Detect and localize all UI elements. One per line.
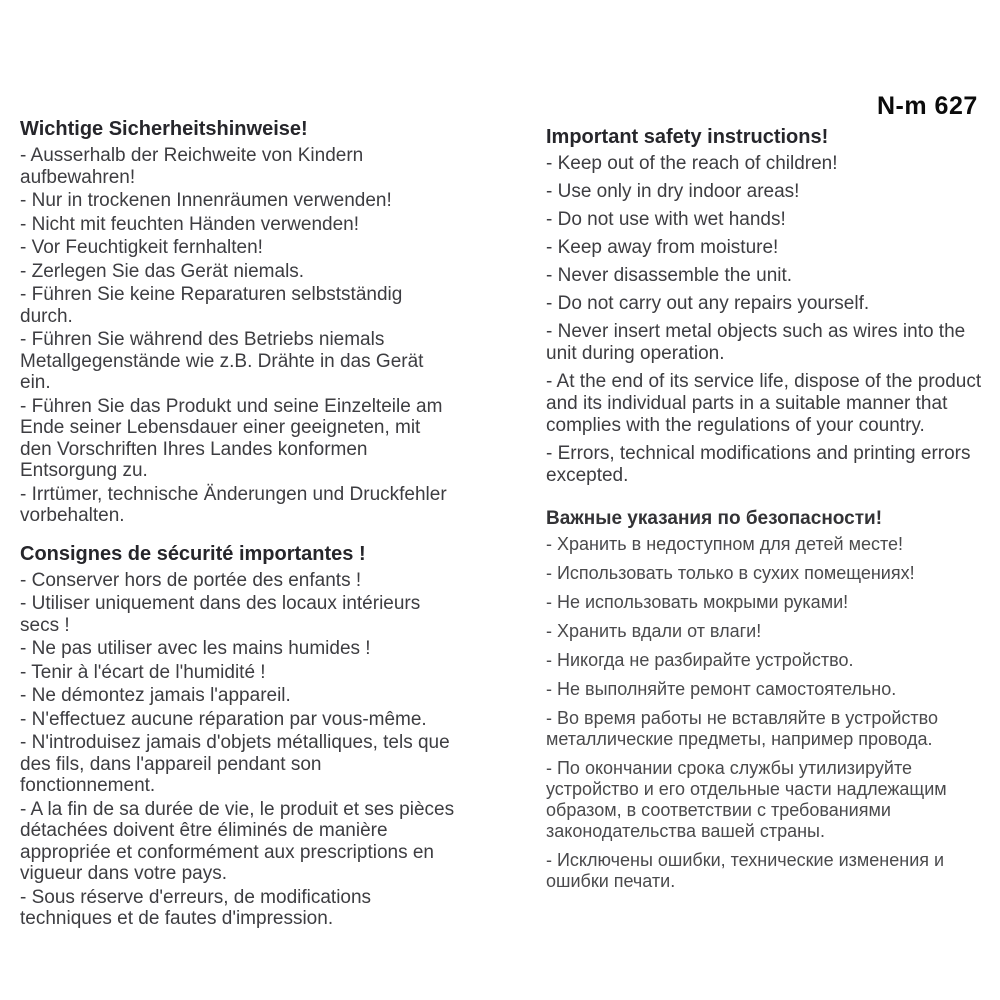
safety-instruction-item: - Irrtümer, technische Änderungen und Druckfehler vorbehalten. — [20, 483, 447, 526]
safety-instruction-item: - Keep out of the reach of children! — [546, 153, 838, 174]
safety-instruction-item: - Utiliser uniquement dans des locaux intérieurs secs ! — [20, 593, 421, 636]
russian-section-heading: Важные указания по безопасности! — [546, 508, 883, 529]
russian-instruction-list — [546, 534, 988, 892]
safety-instruction-item: - Никогда не разбирайте устройство. — [546, 650, 854, 670]
safety-instruction-item: - Tenir à l'écart de l'humidité ! — [20, 661, 266, 683]
french-instruction-list — [20, 570, 457, 930]
safety-instruction-item: - Errors, technical modifications and printing errors excepted. — [546, 443, 971, 486]
safety-instruction-item: - Ne démontez jamais l'appareil. — [20, 685, 291, 706]
french-section-heading: Consignes de sécurité importantes ! — [20, 542, 366, 565]
safety-instruction-item: - По окончании срока службы утилизируйте устройство и его отдельные части надлежащим образом, в соответствии с требованиями законодательства вашей страны. — [546, 758, 947, 841]
safety-instruction-item: - Ne pas utiliser avec les mains humides ! — [20, 638, 371, 659]
english-instruction-list — [546, 153, 988, 487]
safety-instruction-item: - Не использовать мокрыми руками! — [546, 592, 849, 612]
safety-instruction-item: - Vor Feuchtigkeit fernhalten! — [20, 237, 263, 258]
safety-instruction-item: - Zerlegen Sie das Gerät niemals. — [20, 260, 305, 282]
safety-instruction-item: - Во время работы не вставляйте в устройство металлические предметы, например провода. — [546, 708, 939, 749]
safety-instruction-item: - Never disassemble the unit. — [546, 265, 793, 286]
safety-instruction-item: - Исключены ошибки, технические изменения и ошибки печати. — [546, 850, 945, 891]
safety-instruction-item: - A la fin de sa durée de vie, le produit et ses pièces détachées doivent être éliminés de manière appropriée et conformément aux prescriptions en vigueur dans votre pays. — [20, 798, 455, 884]
left-column — [20, 118, 457, 946]
safety-instruction-item: - Do not carry out any repairs yourself. — [546, 293, 870, 314]
safety-instruction-item: - Führen Sie das Produkt und seine Einzelteile am Ende seiner Lebensdauer einer geeigneten, mit den Vorschriften Ihres Landes konformen Entsorgung zu. — [20, 395, 443, 481]
section-russian — [546, 507, 988, 892]
safety-instruction-item: - Do not use with wet hands! — [546, 209, 786, 230]
safety-instruction-item: - Не выполняйте ремонт самостоятельно. — [546, 679, 897, 699]
safety-instruction-item: - Führen Sie keine Reparaturen selbstständig durch. — [20, 284, 403, 327]
safety-instruction-item: - Nur in trockenen Innenräumen verwenden! — [20, 190, 392, 211]
german-instruction-list — [20, 145, 457, 527]
model-number: N-m 627 — [877, 92, 978, 120]
safety-instruction-item: - Nicht mit feuchten Händen verwenden! — [20, 213, 360, 235]
german-section-heading: Wichtige Sicherheitshinweise! — [20, 118, 308, 140]
safety-instruction-item: - Führen Sie während des Betriebs niemals Metallgegenstände wie z.B. Drähte in das Gerät ein. — [20, 329, 424, 393]
safety-instruction-item: - N'introduisez jamais d'objets métalliques, tels que des fils, dans l'appareil pendant son fonctionnement. — [20, 732, 450, 796]
safety-instruction-item: - Conserver hors de portée des enfants ! — [20, 569, 362, 591]
safety-instruction-item: - Never insert metal objects such as wires into the unit during operation. — [546, 321, 966, 364]
safety-instruction-item: - Ausserhalb der Reichweite von Kindern aufbewahren! — [20, 145, 364, 188]
section-french — [20, 543, 457, 930]
safety-instruction-item: - Хранить в недоступном для детей месте! — [546, 534, 904, 554]
section-english — [546, 126, 988, 487]
safety-instruction-item: - N'effectuez aucune réparation par vous-même. — [20, 708, 427, 730]
safety-instruction-item: - Хранить вдали от влаги! — [546, 621, 762, 641]
safety-instruction-item: - Keep away from moisture! — [546, 237, 779, 258]
section-german — [20, 118, 457, 527]
safety-instruction-item: - Use only in dry indoor areas! — [546, 181, 800, 202]
safety-instruction-item: - Sous réserve d'erreurs, de modifications techniques et de fautes d'impression. — [20, 886, 372, 929]
safety-instruction-item: - Использовать только в сухих помещениях! — [546, 563, 915, 583]
english-section-heading: Important safety instructions! — [546, 126, 829, 148]
right-column — [546, 126, 988, 900]
safety-instruction-item: - At the end of its service life, dispose of the product and its individual parts in a suitable manner that complies with the regulations of your country. — [546, 371, 982, 436]
